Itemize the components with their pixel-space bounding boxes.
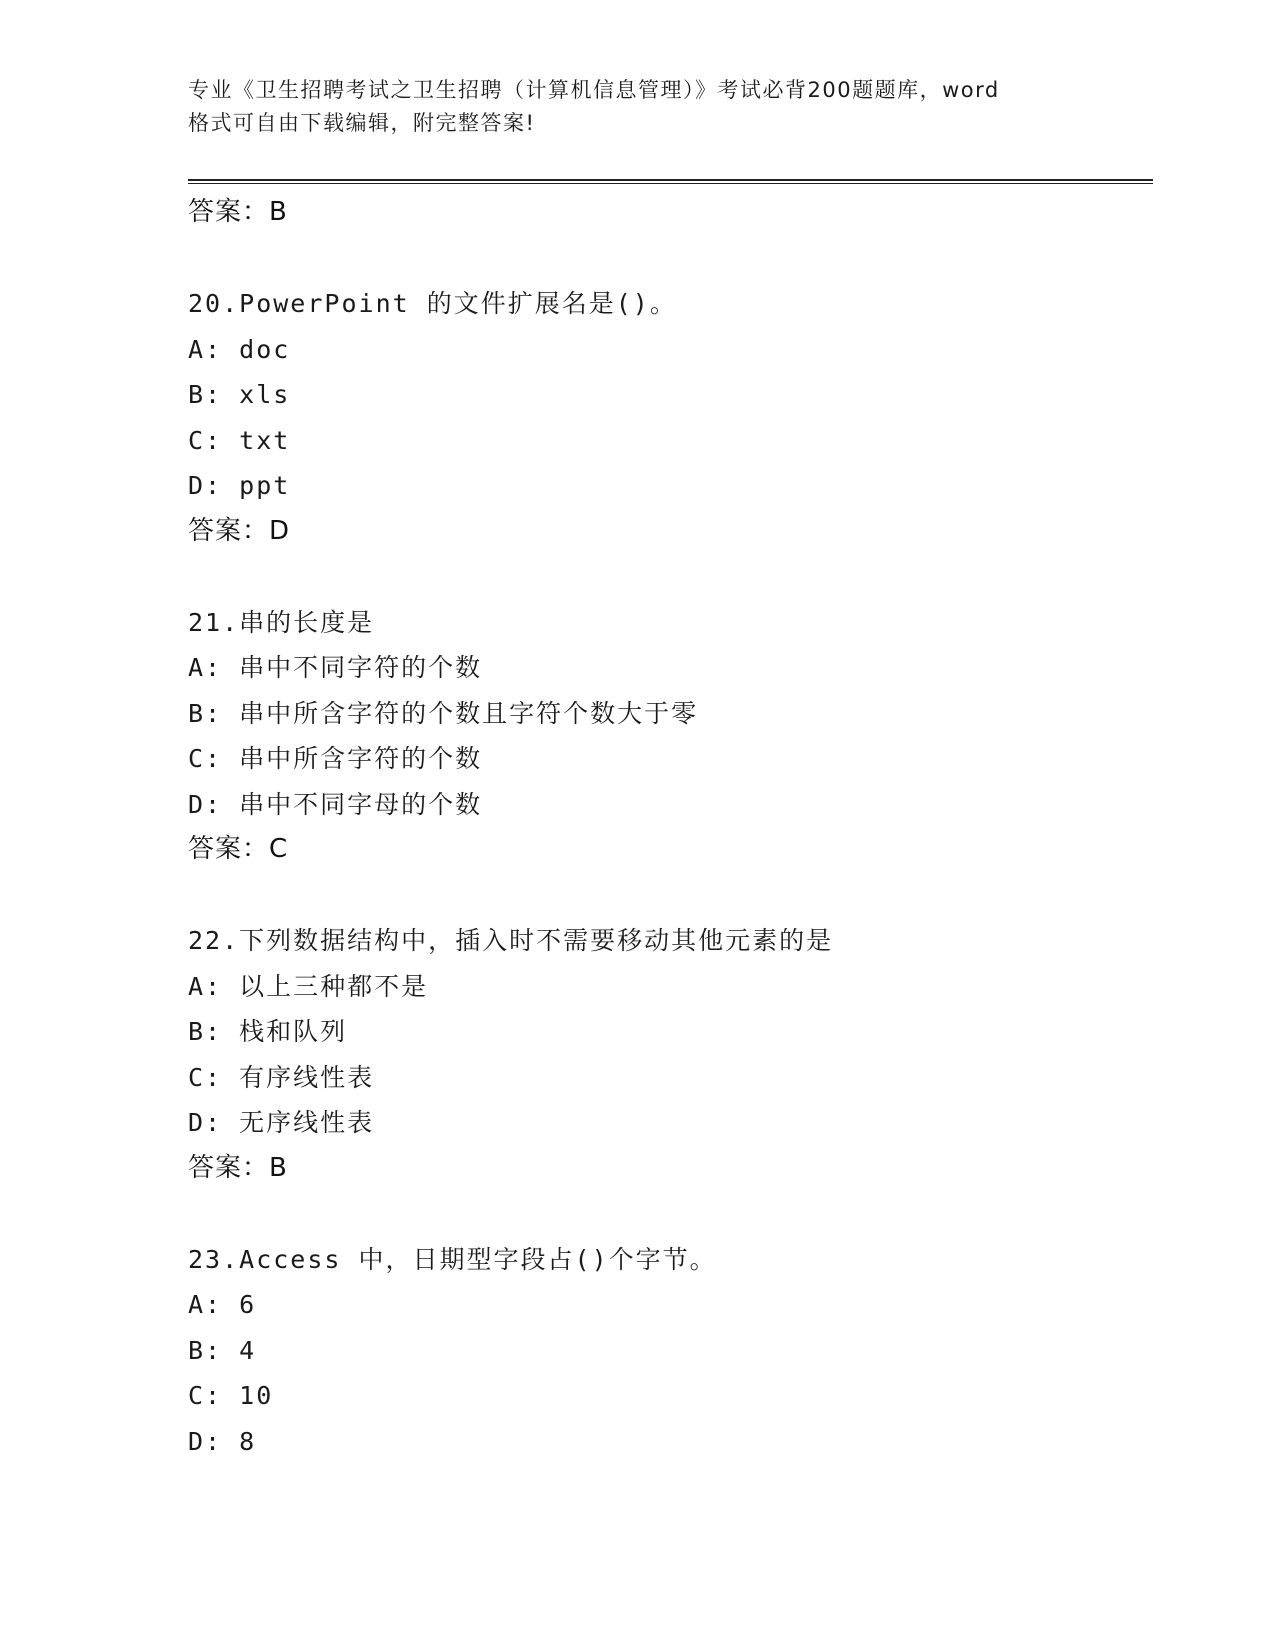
spacer: [188, 873, 1148, 919]
answer-line: 答案：C: [188, 834, 289, 864]
option-c: C: txt: [188, 425, 291, 455]
answer-line: 答案：B: [188, 1152, 288, 1183]
option-d: D: 8: [188, 1426, 257, 1456]
option-d: D: 无序线性表: [188, 1108, 375, 1137]
option-c: C: 10: [188, 1381, 274, 1410]
option-a: A: 串中不同字符的个数: [188, 653, 483, 682]
header-divider-thick: [188, 179, 1153, 181]
option-b: B: 串中所含字符的个数且字符个数大于零: [188, 698, 699, 728]
option-d: D: 串中不同字母的个数: [188, 789, 483, 819]
questions-content: [188, 190, 1148, 1464]
option-d: D: ppt: [188, 471, 291, 500]
option-b: B: 栈和队列: [188, 1017, 348, 1046]
document-header: [188, 74, 1088, 140]
option-c: C: 有序线性表: [188, 1062, 375, 1092]
header-divider-thin: [188, 183, 1153, 184]
option-b: B: xls: [188, 380, 291, 409]
question-block: [188, 281, 1148, 554]
question-title: 21.串的长度是: [188, 607, 375, 637]
question-block: [188, 1237, 1148, 1465]
option-c: C: 串中所含字符的个数: [188, 744, 483, 773]
answer-line: 答案：B: [188, 197, 288, 227]
question-title: 22.下列数据结构中，插入时不需要移动其他元素的是: [188, 926, 834, 955]
header-title-line-1: 专业《卫生招聘考试之卫生招聘（计算机信息管理）》考试必背200题题库，word: [188, 78, 1000, 102]
question-title: 23.Access 中，日期型字段占()个字节。: [188, 1244, 717, 1274]
header-title-line-2: 格式可自由下载编辑，附完整答案!: [188, 111, 536, 135]
spacer: [188, 1191, 1148, 1237]
spacer: [188, 554, 1148, 600]
question-block: [188, 918, 1148, 1191]
option-a: A: 6: [188, 1290, 257, 1319]
option-a: A: doc: [188, 334, 291, 364]
answer-line: 答案：D: [188, 515, 291, 546]
question-block: [188, 600, 1148, 873]
option-a: A: 以上三种都不是: [188, 971, 429, 1001]
spacer: [188, 236, 1148, 282]
option-b: B: 4: [188, 1335, 257, 1365]
question-title: 20.PowerPoint 的文件扩展名是()。: [188, 289, 677, 318]
